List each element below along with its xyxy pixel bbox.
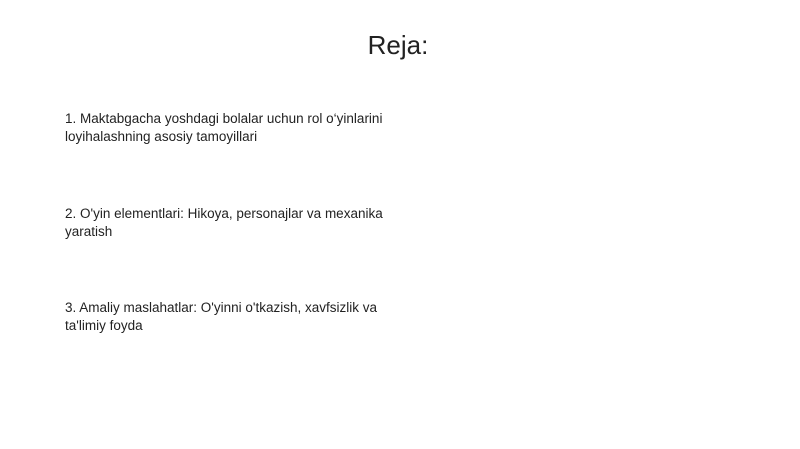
slide-title: Reja: [367,30,429,60]
plan-item-2: 2. O'yin elementlari: Hikoya, personajlar va mexanika yaratish [65,206,383,239]
plan-item-1: 1. Maktabgacha yoshdagi bolalar uchun rol o‘yinlarini loyihalashning asosiy tamoyillari [65,111,383,144]
plan-item-3: 3. Amaliy maslahatlar: O'yinni o'tkazish, xavfsizlik va ta'limiy foyda [65,300,378,333]
